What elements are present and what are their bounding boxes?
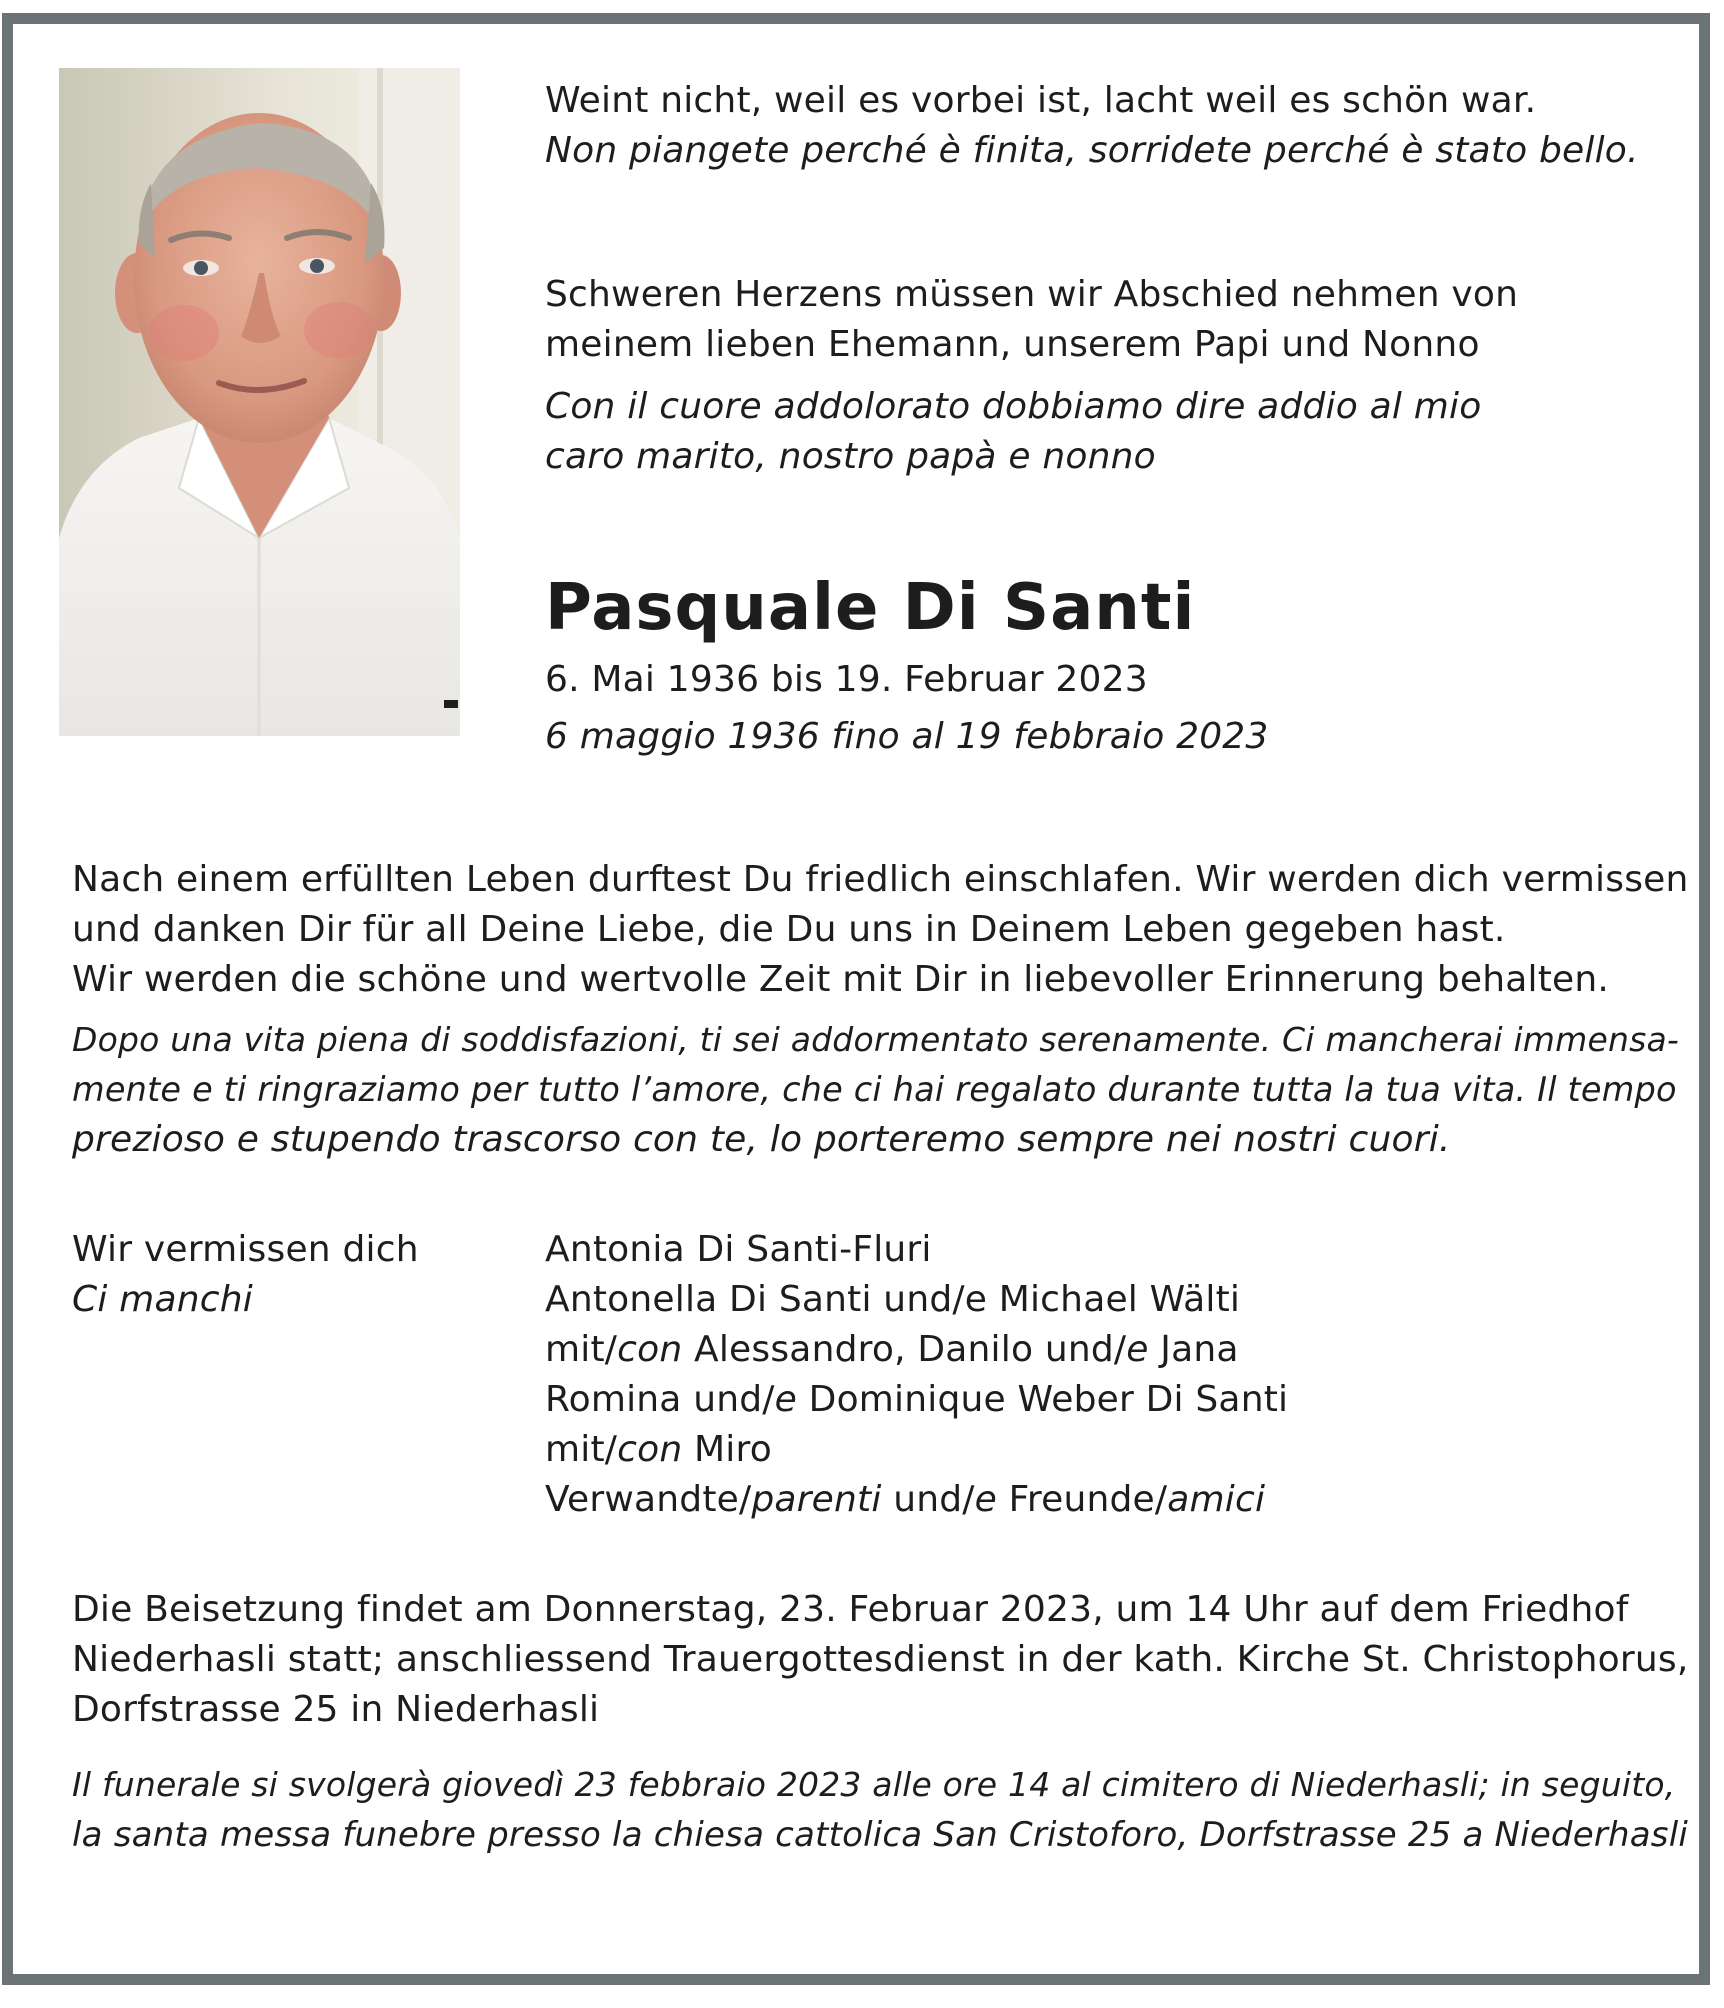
intro-german-line-1: Schweren Herzens müssen wir Abschied nehmen von <box>545 274 1519 315</box>
motto-german: Weint nicht, weil es vorbei ist, lacht weil es schön war. <box>545 80 1537 121</box>
message-german-line-1: Nach einem erfüllten Leben durftest Du friedlich einschlafen. Wir werden dich vermissen <box>72 859 1689 900</box>
portrait-photo <box>59 68 460 736</box>
mourner-line-6: Verwandte/parenti und/e Freunde/amici <box>545 1479 1266 1520</box>
intro-italian-line-1: Con il cuore addolorato dobbiamo dire addio al mio <box>545 386 1482 427</box>
funeral-german-line-3: Dorfstrasse 25 in Niederhasli <box>72 1689 600 1730</box>
funeral-italian-line-2: la santa messa funebre presso la chiesa cattolica San Cristoforo, Dorfstrasse 25 a Niederhasli <box>72 1815 1689 1855</box>
life-dates-german: 6. Mai 1936 bis 19. Februar 2023 <box>545 659 1148 700</box>
message-german-line-2: und danken Dir für all Deine Liebe, die Du uns in Deinem Leben gegeben hast. <box>72 909 1506 950</box>
motto-italian: Non piangete perché è finita, sorridete perché è stato bello. <box>545 130 1639 171</box>
mourner-line-4: Romina und/e Dominique Weber Di Santi <box>545 1379 1289 1420</box>
message-italian-line-2: mente e ti ringraziamo per tutto l’amore, che ci hai regalato durante tutta la tua vita. Il tempo <box>72 1070 1677 1109</box>
mourner-line-3: mit/con Alessandro, Danilo und/e Jana <box>545 1329 1239 1370</box>
message-italian-line-1: Dopo una vita piena di soddisfazioni, ti sei addormentato serenamente. Ci mancherai immensa- <box>72 1020 1680 1059</box>
life-dates-italian: 6 maggio 1936 fino al 19 febbraio 2023 <box>545 716 1269 757</box>
funeral-german-line-2: Niederhasli statt; anschliessend Trauergottesdienst in der kath. Kirche St. Christophorus, <box>72 1639 1689 1680</box>
message-german-line-3: Wir werden die schöne und wertvolle Zeit mit Dir in liebevoller Erinnerung behalten. <box>72 959 1610 1000</box>
funeral-german-line-1: Die Beisetzung findet am Donnerstag, 23. Februar 2023, um 14 Uhr auf dem Friedhof <box>72 1589 1629 1630</box>
deceased-name: Pasquale Di Santi <box>545 571 1196 645</box>
intro-italian-line-2: caro marito, nostro papà e nonno <box>545 436 1156 477</box>
intro-german-line-2: meinem lieben Ehemann, unserem Papi und Nonno <box>545 324 1480 365</box>
mourner-line-1: Antonia Di Santi-Fluri <box>545 1229 932 1270</box>
message-italian-line-3: prezioso e stupendo trascorso con te, lo porteremo sempre nei nostri cuori. <box>72 1119 1451 1160</box>
funeral-italian-line-1: Il funerale si svolgerà giovedì 23 febbraio 2023 alle ore 14 al cimitero di Niederhasli; in seguito, <box>72 1765 1676 1804</box>
mourner-line-5: mit/con Miro <box>545 1429 772 1470</box>
mourner-line-2: Antonella Di Santi und/e Michael Wälti <box>545 1279 1241 1320</box>
mourners-label-german: Wir vermissen dich <box>72 1229 419 1270</box>
mourners-label-italian: Ci manchi <box>72 1279 253 1320</box>
